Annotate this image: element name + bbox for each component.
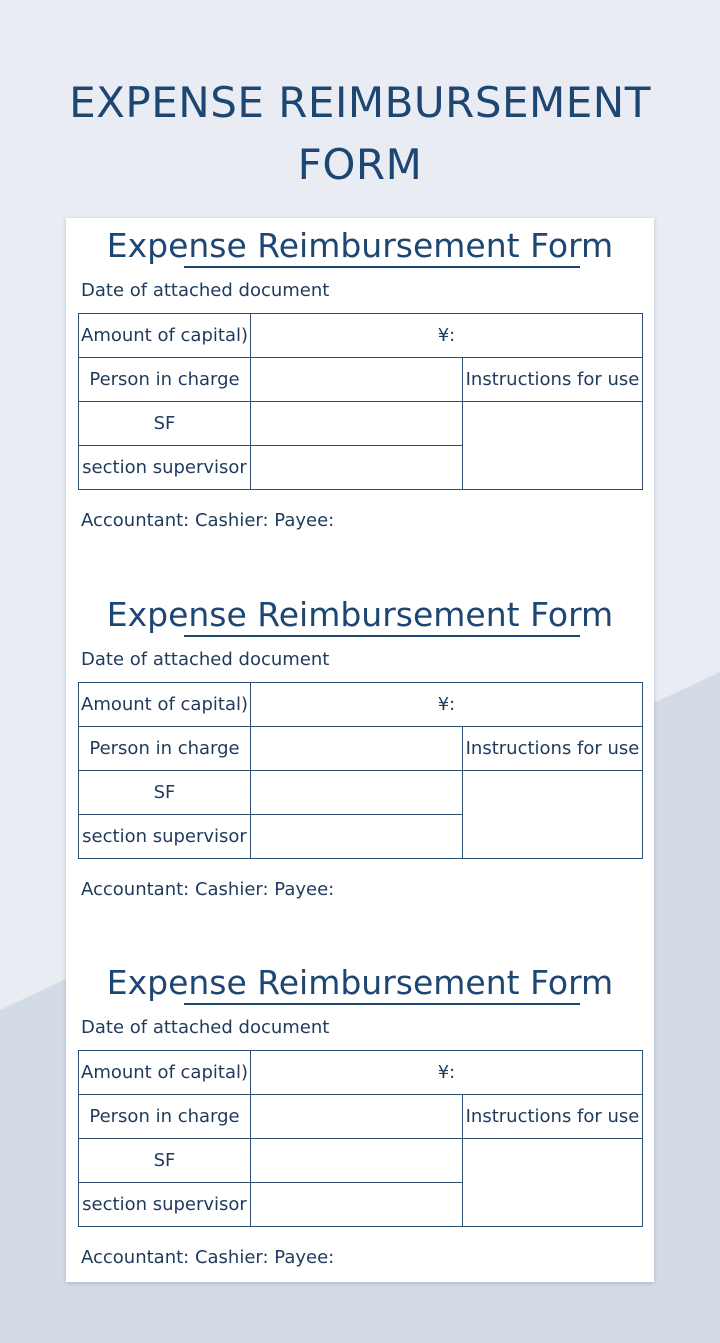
banner-title-line-2: FORM <box>297 140 423 189</box>
title-underline <box>184 635 580 637</box>
signature-footer: Accountant: Cashier: Payee: <box>81 1247 335 1268</box>
sf-label: SF <box>79 1139 251 1183</box>
table-row <box>79 358 643 402</box>
expense-form-1 <box>66 218 654 548</box>
sf-field[interactable] <box>251 771 463 815</box>
amount-field[interactable] <box>251 683 643 727</box>
form-title: Expense Reimbursement Form <box>106 963 614 1002</box>
currency-label: ¥: <box>437 694 456 715</box>
section-supervisor-label: section supervisor <box>79 446 251 490</box>
table-row <box>79 727 643 771</box>
date-label: Date of attached document <box>81 1017 330 1038</box>
amount-label: Amount of capital) <box>79 1051 251 1095</box>
instructions-label: Instructions for use <box>463 727 643 771</box>
signature-footer: Accountant: Cashier: Payee: <box>81 879 335 900</box>
sf-label: SF <box>79 771 251 815</box>
expense-form-3 <box>66 955 654 1285</box>
date-label: Date of attached document <box>81 280 330 301</box>
form-title: Expense Reimbursement Form <box>106 595 614 634</box>
person-in-charge-field[interactable] <box>251 1095 463 1139</box>
person-in-charge-label: Person in charge <box>79 1095 251 1139</box>
form-table <box>78 682 643 859</box>
instructions-label: Instructions for use <box>463 358 643 402</box>
signature-footer: Accountant: Cashier: Payee: <box>81 510 335 531</box>
table-row <box>79 1095 643 1139</box>
section-supervisor-label: section supervisor <box>79 815 251 859</box>
person-in-charge-label: Person in charge <box>79 727 251 771</box>
title-underline <box>184 1003 580 1005</box>
instructions-label: Instructions for use <box>463 1095 643 1139</box>
form-table <box>78 313 643 490</box>
currency-label: ¥: <box>437 325 456 346</box>
form-sheet <box>66 218 654 1282</box>
amount-field[interactable] <box>251 314 643 358</box>
instructions-field[interactable] <box>463 771 643 859</box>
person-in-charge-label: Person in charge <box>79 358 251 402</box>
amount-label: Amount of capital) <box>79 314 251 358</box>
date-label: Date of attached document <box>81 649 330 670</box>
section-supervisor-label: section supervisor <box>79 1183 251 1227</box>
instructions-field[interactable] <box>463 1139 643 1227</box>
currency-label: ¥: <box>437 1062 456 1083</box>
form-title: Expense Reimbursement Form <box>106 226 614 265</box>
table-row <box>79 1051 643 1095</box>
person-in-charge-field[interactable] <box>251 727 463 771</box>
section-supervisor-field[interactable] <box>251 446 463 490</box>
expense-form-2 <box>66 587 654 917</box>
amount-field[interactable] <box>251 1051 643 1095</box>
table-row <box>79 314 643 358</box>
banner-title <box>0 72 720 196</box>
table-row <box>79 1139 643 1183</box>
section-supervisor-field[interactable] <box>251 815 463 859</box>
sf-field[interactable] <box>251 402 463 446</box>
sf-label: SF <box>79 402 251 446</box>
banner-title-line-1: EXPENSE REIMBURSEMENT <box>69 78 651 127</box>
person-in-charge-field[interactable] <box>251 358 463 402</box>
table-row <box>79 771 643 815</box>
form-table <box>78 1050 643 1227</box>
table-row <box>79 402 643 446</box>
table-row <box>79 683 643 727</box>
title-underline <box>184 266 580 268</box>
sf-field[interactable] <box>251 1139 463 1183</box>
section-supervisor-field[interactable] <box>251 1183 463 1227</box>
instructions-field[interactable] <box>463 402 643 490</box>
amount-label: Amount of capital) <box>79 683 251 727</box>
